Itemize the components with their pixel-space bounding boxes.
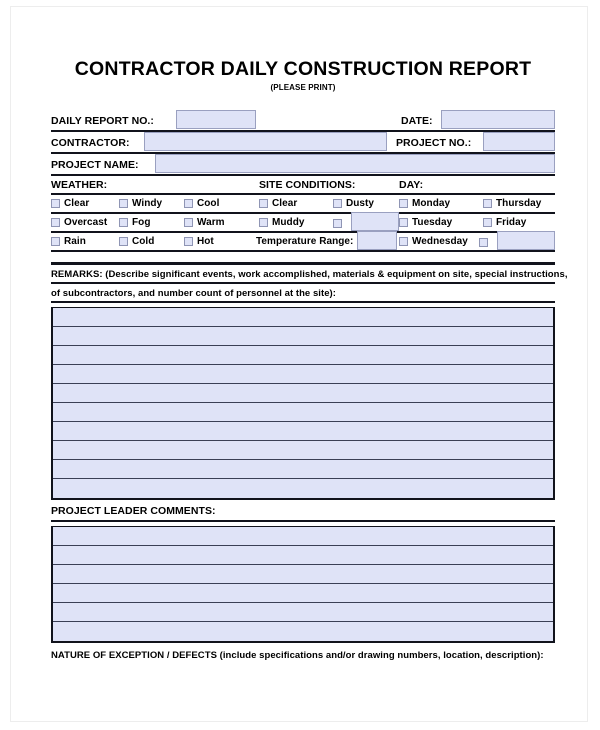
daily-report-row	[51, 110, 555, 132]
checkbox-weather-clear[interactable]: Clear	[51, 198, 89, 209]
table-row[interactable]	[53, 479, 553, 498]
checkbox-icon[interactable]	[51, 237, 60, 246]
table-row[interactable]	[53, 327, 553, 346]
checkbox-day-wednesday[interactable]: Wednesday	[399, 236, 468, 247]
checkbox-day-monday[interactable]: Monday	[399, 198, 450, 209]
project-leader-table	[51, 526, 555, 643]
checkbox-icon[interactable]	[119, 237, 128, 246]
daily-report-no-label: DAILY REPORT NO.:	[51, 115, 154, 128]
checkbox-icon[interactable]	[184, 218, 193, 227]
site-conditions-label: SITE CONDITIONS:	[259, 179, 356, 192]
remarks-line-1: REMARKS: (Describe significant events, work accomplished, materials & equipment on site, special instructions,	[51, 269, 568, 281]
contractor-input[interactable]	[144, 132, 387, 151]
table-row[interactable]	[53, 546, 553, 565]
checkbox-icon[interactable]	[483, 218, 492, 227]
table-row[interactable]	[53, 308, 553, 327]
project-leader-label-row	[51, 500, 555, 522]
project-leader-comments-label: PROJECT LEADER COMMENTS:	[51, 505, 216, 518]
checkbox-weather-rain[interactable]: Rain	[51, 236, 86, 247]
checkbox-weather-fog[interactable]: Fog	[119, 217, 150, 228]
project-no-input[interactable]	[483, 132, 555, 151]
nature-of-exception-label: NATURE OF EXCEPTION / DEFECTS (include specifications and/or drawing numbers, location, description):	[51, 650, 544, 662]
checkbox-site-clear[interactable]: Clear	[259, 198, 297, 209]
checkbox-icon[interactable]	[259, 199, 268, 208]
checkbox-icon[interactable]	[399, 199, 408, 208]
form-sheet	[51, 58, 568, 663]
conditions-row-2	[51, 214, 555, 233]
day-label: DAY:	[399, 179, 424, 192]
temperature-range-label: Temperature Range:	[256, 236, 354, 248]
checkbox-icon[interactable]	[119, 199, 128, 208]
table-row[interactable]	[53, 460, 553, 479]
site-other-input[interactable]	[351, 212, 399, 231]
remarks-line-2-row	[51, 284, 555, 303]
page-frame	[10, 6, 588, 722]
project-name-label: PROJECT NAME:	[51, 159, 139, 172]
table-row[interactable]	[53, 422, 553, 441]
exception-label-row	[51, 643, 555, 663]
temperature-range-input[interactable]	[357, 231, 397, 250]
weather-label: WEATHER:	[51, 179, 108, 192]
table-row[interactable]	[53, 384, 553, 403]
project-name-row	[51, 154, 555, 176]
checkbox-icon[interactable]	[333, 199, 342, 208]
day-other-input[interactable]	[497, 231, 555, 250]
table-row[interactable]	[53, 527, 553, 546]
conditions-row-3	[51, 233, 555, 252]
checkbox-day-friday[interactable]: Friday	[483, 217, 526, 228]
table-row[interactable]	[53, 441, 553, 460]
checkbox-icon[interactable]	[51, 218, 60, 227]
table-row[interactable]	[53, 622, 553, 641]
checkbox-icon[interactable]	[184, 237, 193, 246]
checkbox-day-tuesday[interactable]: Tuesday	[399, 217, 452, 228]
project-name-input[interactable]	[155, 154, 555, 173]
checkbox-icon[interactable]	[399, 237, 408, 246]
table-row[interactable]	[53, 603, 553, 622]
checkbox-weather-cold[interactable]: Cold	[119, 236, 154, 247]
page-title: CONTRACTOR DAILY CONSTRUCTION REPORT	[74, 58, 532, 80]
table-row[interactable]	[53, 365, 553, 384]
contractor-row	[51, 132, 555, 154]
checkbox-icon[interactable]	[119, 218, 128, 227]
table-row[interactable]	[53, 403, 553, 422]
conditions-heading-row	[51, 176, 555, 195]
page-subtitle: (PLEASE PRINT)	[270, 83, 336, 93]
checkbox-weather-cool[interactable]: Cool	[184, 198, 219, 209]
table-row[interactable]	[53, 565, 553, 584]
checkbox-icon[interactable]	[51, 199, 60, 208]
project-no-label: PROJECT NO.:	[396, 137, 472, 150]
checkbox-weather-hot[interactable]: Hot	[184, 236, 214, 247]
date-label: DATE:	[401, 115, 433, 128]
table-row[interactable]	[53, 584, 553, 603]
checkbox-icon[interactable]	[184, 199, 193, 208]
checkbox-icon[interactable]	[259, 218, 268, 227]
remarks-line-2: of subcontractors, and number count of personnel at the site):	[51, 288, 336, 300]
conditions-row-1	[51, 195, 555, 214]
date-input[interactable]	[441, 110, 555, 129]
remarks-line-1-row	[51, 265, 568, 284]
checkbox-weather-warm[interactable]: Warm	[184, 217, 225, 228]
contractor-label: CONTRACTOR:	[51, 137, 130, 150]
checkbox-weather-overcast[interactable]: Overcast	[51, 217, 107, 228]
remarks-table	[51, 307, 555, 500]
checkbox-weather-windy[interactable]: Windy	[119, 198, 162, 209]
table-row[interactable]	[53, 346, 553, 365]
checkbox-day-thursday[interactable]: Thursday	[483, 198, 541, 209]
checkbox-icon[interactable]	[479, 238, 488, 247]
checkbox-icon[interactable]	[483, 199, 492, 208]
daily-report-no-input[interactable]	[176, 110, 256, 129]
checkbox-day-other[interactable]	[479, 238, 488, 247]
checkbox-icon[interactable]	[399, 218, 408, 227]
checkbox-icon[interactable]	[333, 219, 342, 228]
checkbox-site-dusty[interactable]: Dusty	[333, 198, 374, 209]
checkbox-site-muddy[interactable]: Muddy	[259, 217, 304, 228]
checkbox-site-other[interactable]	[333, 219, 342, 228]
